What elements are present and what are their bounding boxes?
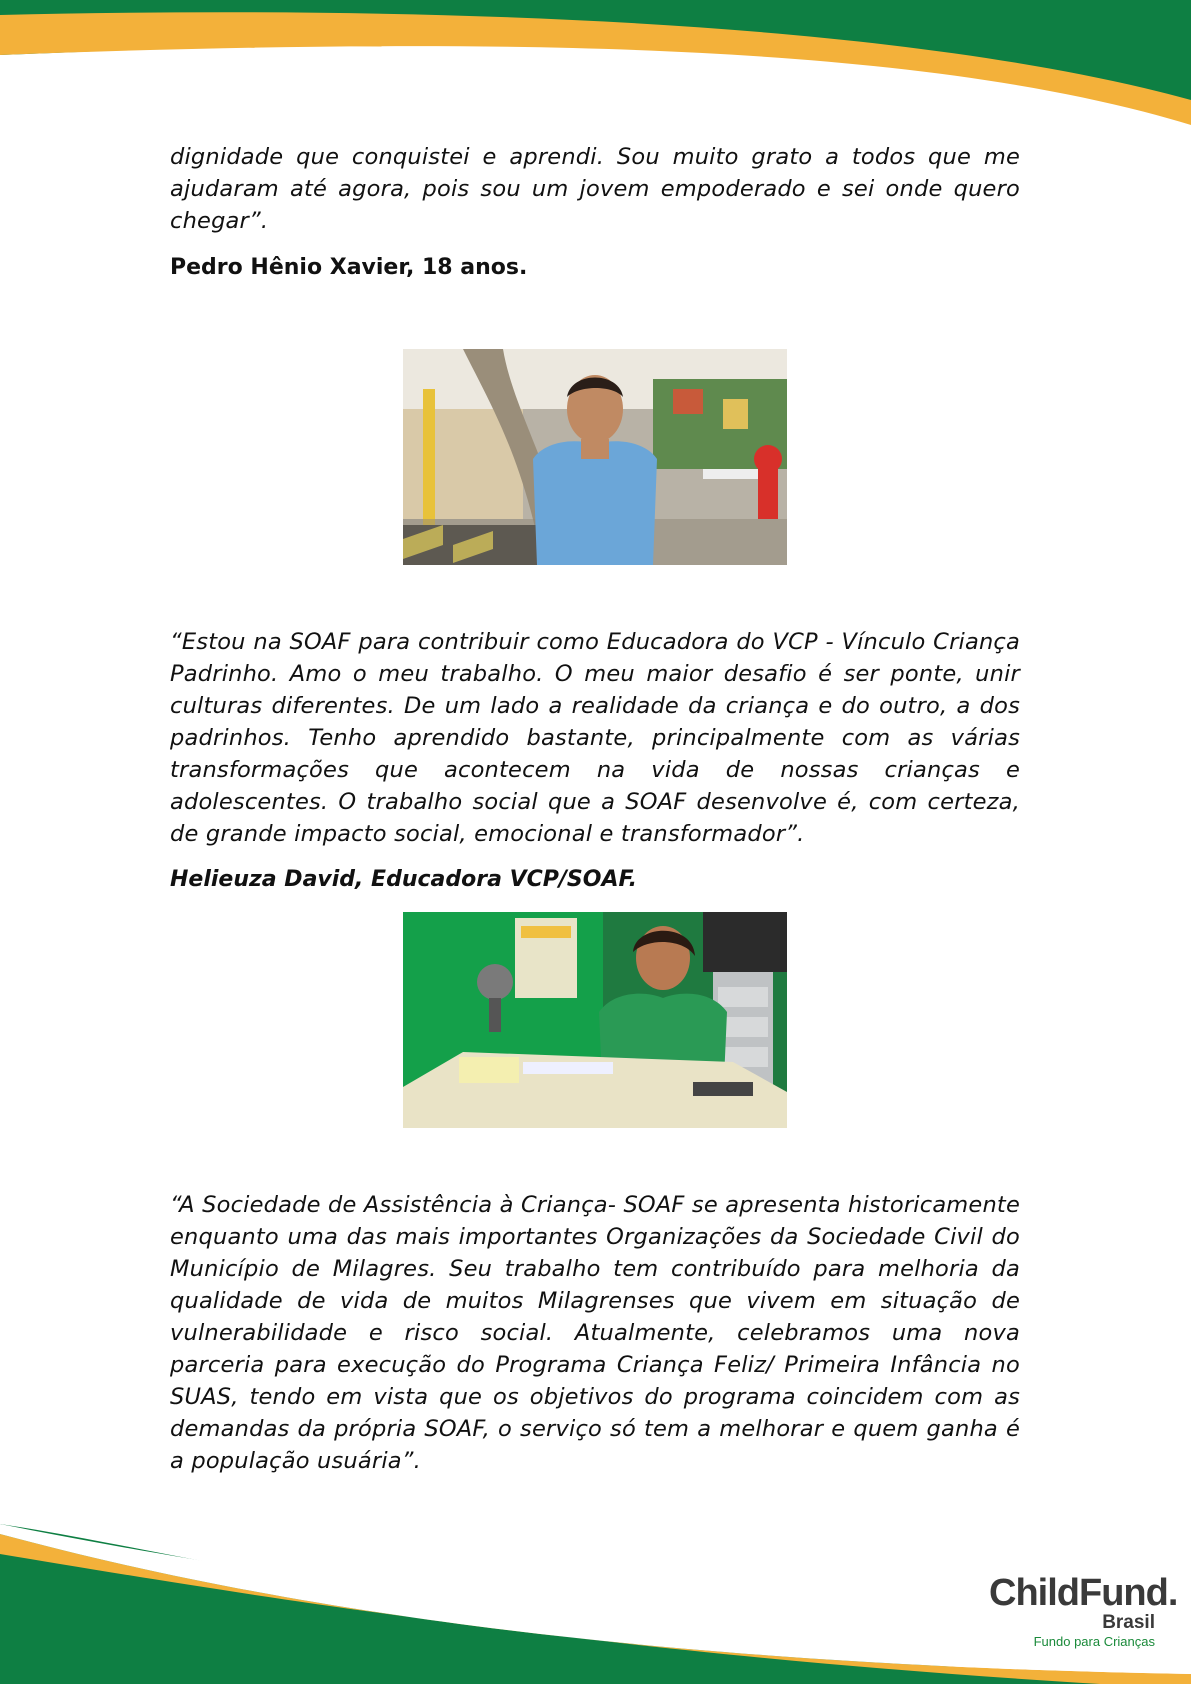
quote-soaf-paragraph: “A Sociedade de Assistência à Criança- SOAF se apresenta historicamente enquanto uma das mais importantes Organizações da Sociedade Civil do Município de Milagres. Seu trabalho tem contribuído para melhoria da qualidade de vida de muitos Milagrenses que vivem em situação de vulnerabilidade e risco social. Atualmente, celebramos uma nova parceria para execução do Programa Criança Feliz/ Primeira Infância no SUAS, tendo em vista que os objetivos do programa coincidem com as demandas da própria SOAF, o serviço só tem a melhorar e quem ganha é a população usuária”. — [170, 1192, 1020, 1474]
photo-helieuza-image — [403, 912, 787, 1128]
header-wave-band — [0, 0, 1191, 130]
logo-name: ChildFund. — [989, 1572, 1178, 1614]
photo-pedro-image — [403, 349, 787, 565]
logo-tagline: Fundo para Crianças — [1033, 1634, 1155, 1649]
photo-helieuza — [403, 912, 787, 1128]
childfund-logo — [985, 1572, 1178, 1652]
quote-helieuza-paragraph: “Estou na SOAF para contribuir como Educadora do VCP - Vínculo Criança Padrinho. Amo o meu trabalho. O meu maior desafio é ser ponte, unir culturas diferentes. De um lado a realidade da criança e do outro, a dos padrinhos. Tenho aprendido bastante, principalmente com as várias transformações que acontecem na vida de nossas crianças e adolescentes. O trabalho social que a SOAF desenvolve é, com certeza, de grande impacto social, emocional e transformador”. — [170, 629, 1020, 847]
signature-helieuza: Helieuza David, Educadora VCP/SOAF. — [170, 867, 638, 892]
logo-country: Brasil — [1102, 1612, 1155, 1633]
photo-pedro — [403, 349, 787, 565]
signature-pedro: Pedro Hênio Xavier, 18 anos. — [170, 255, 528, 280]
quote-continuation-paragraph: dignidade que conquistei e aprendi. Sou muito grato a todos que me ajudaram até agora, pois sou um jovem empoderado e sei onde quero chegar”. — [170, 144, 1020, 234]
